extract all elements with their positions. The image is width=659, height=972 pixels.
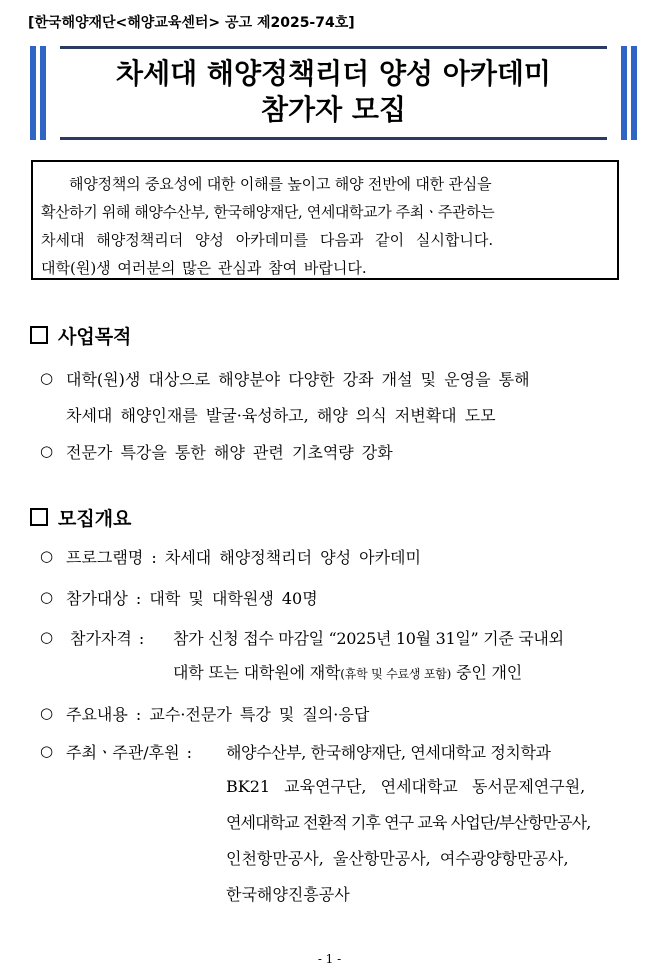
hosts-line-4: 인천항만공사, 울산항만공사, 여수광양항만공사,	[226, 849, 569, 868]
circle-bullet-icon: ○	[40, 588, 54, 606]
qualification-line-2	[173, 660, 522, 683]
title-rule-top	[60, 46, 607, 49]
title-bar-right-inner	[621, 46, 627, 140]
intro-line-1: 해양정책의 중요성에 대한 이해를 높이고 해양 전반에 대한 관심을	[69, 175, 492, 193]
intro-line-3: 차세대 해양정책리더 양성 아카데미를 다음과 같이 실시합니다.	[41, 231, 494, 249]
page-number: - 1 -	[317, 952, 342, 966]
intro-box	[31, 160, 619, 280]
intro-line-2: 확산하기 위해 해양수산부, 한국해양재단, 연세대학교가 주최ㆍ주관하는	[41, 203, 495, 221]
section-heading-overview	[30, 504, 131, 531]
program-name-value: 차세대 해양정책리더 양성 아카데미	[164, 548, 421, 567]
notice-number: [한국해양재단<해양교육센터> 공고 제2025-74호]	[28, 15, 355, 31]
title-bar-right-outer	[631, 46, 637, 140]
hosts-label: 주최ㆍ주관/후원 :	[66, 743, 193, 762]
intro-line-4: 대학(원)생 여러분의 많은 관심과 참여 바랍니다.	[41, 259, 367, 277]
hosts-line-3: 연세대학교 전환적 기후 연구 교육 사업단/부산항만공사,	[226, 813, 591, 832]
circle-bullet-icon: ○	[40, 547, 54, 565]
program-name-label: 프로그램명 :	[66, 548, 157, 567]
purpose-item-1-line-1: 대학(원)생 대상으로 해양분야 다양한 강좌 개설 및 운영을 통해	[66, 370, 530, 389]
section-heading-label: 사업목적	[58, 326, 132, 348]
hosts-line-5: 한국해양진흥공사	[226, 885, 350, 904]
qualification-label: 참가자격 :	[70, 629, 145, 648]
checkbox-square-icon	[30, 508, 48, 526]
qualification-note: (휴학 및 수료생 포함)	[340, 667, 452, 681]
qualification-line-2-main: 대학 또는 대학원에 재학	[173, 663, 341, 682]
title-line-1: 차세대 해양정책리더 양성 아카데미	[116, 57, 551, 90]
program-name-row	[66, 545, 421, 568]
circle-bullet-icon: ○	[40, 442, 54, 460]
checkbox-square-icon	[30, 326, 48, 344]
title-line-2: 참가자 모집	[261, 93, 406, 126]
target-value: 대학 및 대학원생 40명	[149, 589, 318, 608]
purpose-item-2: 전문가 특강을 통한 해양 관련 기초역량 강화	[66, 443, 393, 462]
content-label: 주요내용 :	[66, 705, 142, 724]
purpose-item-1-line-2: 차세대 해양인재를 발굴·육성하고, 해양 의식 저변확대 도모	[66, 406, 496, 425]
title-rule-bottom	[60, 137, 607, 140]
target-row	[66, 586, 318, 609]
section-heading-purpose	[30, 322, 131, 349]
title-bar-left-inner	[40, 46, 46, 140]
circle-bullet-icon: ○	[40, 742, 54, 760]
section-heading-label: 모집개요	[58, 508, 132, 530]
target-label: 참가대상 :	[66, 589, 142, 608]
circle-bullet-icon: ○	[40, 369, 54, 387]
circle-bullet-icon: ○	[40, 628, 54, 646]
qualification-line-2-end: 중인 개인	[451, 663, 522, 682]
qualification-line-1: 참가 신청 접수 마감일 “2025년 10월 31일” 기준 국내외	[173, 629, 564, 648]
content-row	[66, 702, 369, 725]
title-band	[30, 46, 637, 140]
hosts-line-1: 해양수산부, 한국해양재단, 연세대학교 정치학과	[226, 743, 551, 762]
title-bar-left-outer	[30, 46, 36, 140]
circle-bullet-icon: ○	[40, 704, 54, 722]
page-title	[60, 56, 607, 128]
hosts-line-2: BK21 교육연구단, 연세대학교 동서문제연구원,	[226, 777, 586, 796]
content-value: 교수·전문가 특강 및 질의·응답	[149, 705, 370, 724]
